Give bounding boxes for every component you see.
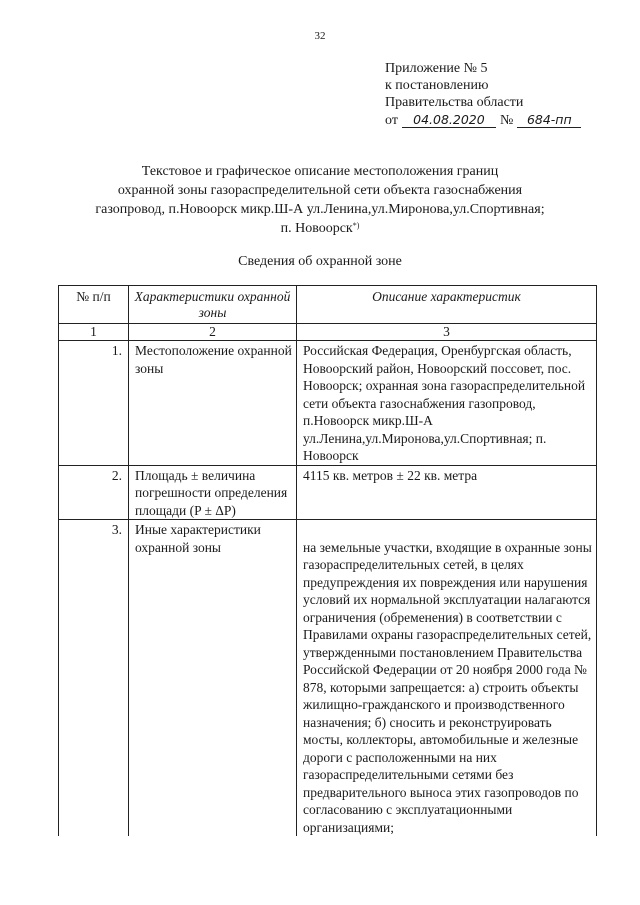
row-description-text: на земельные участки, входящие в охранные зоны газораспределительных сетей, в целях предупреждения их повреждения или нарушения условий их нормальной эксплуатации налагаются ограничения (обременения) в соответствии с Правилами охраны газораспределительных сетей, утвержденными постановлением Правительства Российской Федерации от 20 ноября 2000 года № 878, которыми запрещается: а) строить объекты жилищно-гражданского и производственного назначения; б) сносить и реконструировать мосты, коллекторы, автомобильные и железные дороги с расположенными на них газораспределительными сетями без предварительного выноса этих газопроводов по согласованию с эксплуатационными организациями;	[303, 539, 592, 835]
row-characteristic: Иные характеристики охранной зоны	[129, 520, 297, 837]
header-characteristic: Характеристики охранной зоны	[129, 286, 297, 324]
row-description: 4115 кв. метров ± 22 кв. метра	[297, 465, 597, 520]
row-description: Российская Федерация, Оренбургская область, Новоорский район, Новоорский поссовет, пос. Новоорск; охранная зона газораспределительной сети объекта газоснабжения газопровод, п.Новоорск микр.Ш-А ул.Ленина,ул.Миронова,ул.Спортивная; п. Новоорск	[297, 341, 597, 466]
appendix-resolution-line: к постановлению	[385, 78, 489, 93]
row-characteristic: Площадь ± величина погрешности определения площади (P ± ΔP)	[129, 465, 297, 520]
row-characteristic: Местоположение охранной зоны	[129, 341, 297, 466]
footnote-mark: *)	[352, 221, 360, 230]
row-number: 1.	[59, 341, 129, 466]
handwritten-date: 04.08.2020	[402, 113, 496, 128]
row-number: 3.	[59, 520, 129, 837]
appendix-date-line	[385, 112, 581, 129]
handwritten-number: 684-пп	[517, 113, 581, 128]
document-title-line-4	[0, 220, 640, 237]
zone-info-table	[58, 285, 597, 836]
table-index-row	[59, 324, 597, 341]
index-cell: 1	[59, 324, 129, 341]
number-sign: №	[499, 113, 514, 128]
table-row	[59, 341, 597, 466]
document-title-line-3: газопровод, п.Новоорск микр.Ш-А ул.Ленина,ул.Миронова,ул.Спортивная;	[95, 202, 545, 217]
index-cell: 2	[129, 324, 297, 341]
table-row	[59, 465, 597, 520]
appendix-government-line: Правительства области	[385, 95, 524, 110]
row-number: 2.	[59, 465, 129, 520]
row-description	[297, 520, 597, 837]
appendix-label: Приложение № 5	[385, 61, 488, 76]
document-title-line-1: Текстовое и графическое описание местоположения границ	[141, 164, 499, 179]
index-cell: 3	[297, 324, 597, 341]
date-prefix: от	[385, 113, 398, 128]
section-subtitle: Сведения об охранной зоне	[238, 254, 402, 269]
table-row	[59, 520, 597, 837]
header-num: № п/п	[59, 286, 129, 324]
document-title-line-2: охранной зоны газораспределительной сети объекта газоснабжения	[117, 183, 523, 198]
title-location: п. Новоорск	[280, 221, 353, 236]
table-header-row	[59, 286, 597, 324]
header-description: Описание характеристик	[297, 286, 597, 324]
page-number: 32	[314, 30, 326, 42]
